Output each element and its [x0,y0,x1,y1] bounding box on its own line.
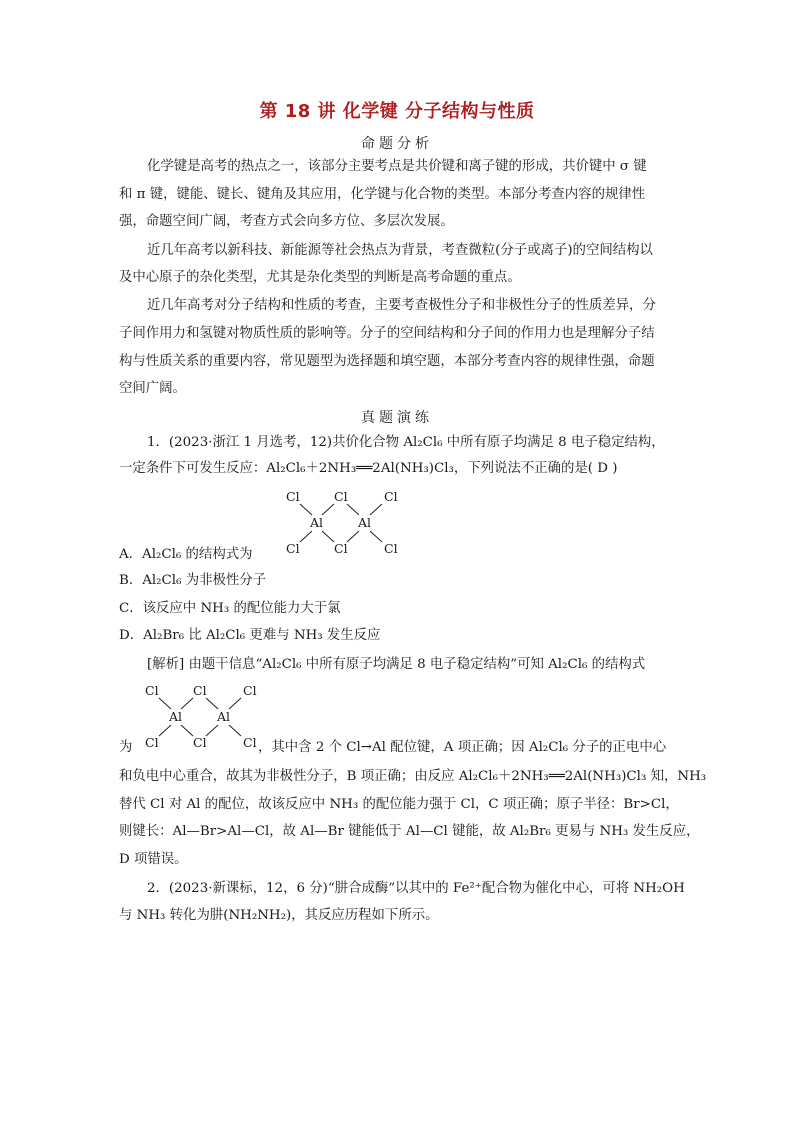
cl-atom: Cl [384,541,398,556]
page-title: 第 18 讲 化学键 分子结构与性质 [259,101,535,122]
question-1-option-b: B．Al₂Cl₆ 为非极性分子 [119,573,267,588]
cl-atom: Cl [334,489,348,504]
intro-line: 和 π 键，键能、键长、键角及其应用，化学键与化合物的类型。本部分考查内容的规律性 [119,187,646,202]
al-atom: Al [358,515,372,530]
cl-atom: Cl [145,735,159,750]
intro-line: 强，命题空间广阔，考查方式会向多方位、多层次发展。 [119,214,454,229]
section-heading-practice: 真题演练 [361,410,433,426]
analysis-line: 则键长：Al—Br>Al—Cl，故 Al—Br 键能低于 Al—Cl 键能，故 Al₂Br₆ 更易与 NH₃ 发生反应， [119,824,700,839]
question-1-option-d: D．Al₂Br₆ 比 Al₂Cl₆ 更难与 NH₃ 发生反应 [119,628,381,643]
cl-atom: Cl [384,489,398,504]
analysis-line: ，其中含 2 个 Cl→Al 配位键，A 项正确；因 Al₂Cl₆ 分子的正电中心 [258,740,667,755]
question-1-option-c: C．该反应中 NH₃ 的配位能力大于氯 [119,601,341,616]
section-heading-analysis: 命题分析 [361,136,433,152]
analysis-line: D 项错误。 [119,852,188,867]
intro-line: 构与性质关系的重要内容，常见题型为选择题和填空题，本部分考查内容的规律性强，命题 [119,354,655,369]
cl-atom: Cl [145,683,159,698]
cl-atom: Cl [286,489,300,504]
cl-atom: Cl [193,683,207,698]
intro-line: 子间作用力和氢键对物质性质的影响等。分子的空间结构和分子间的作用力也是理解分子结 [119,326,655,341]
cl-atom: Cl [243,683,257,698]
analysis-line: 和负电中心重合，故其为非极性分子，B 项正确；由反应 Al₂Cl₆＋2NH₃══2Al(NH₃)Cl₃ 知，NH₃ [119,769,707,784]
question-2-stem: 2．(2023·新课标，12，6 分)“肼合成酶”以其中的 Fe²⁺配合物为催化中心，可将 NH₂OH [147,881,685,896]
al-atom: Al [310,515,324,530]
cl-atom: Cl [286,541,300,556]
question-1-option-a: A．Al₂Cl₆ 的结构式为 [119,547,253,562]
question-1-stem: 一定条件下可发生反应：Al₂Cl₆＋2NH₃══2Al(NH₃)Cl₃，下列说法不正确的是( D ) [119,461,618,476]
intro-line: 空间广阔。 [119,381,186,396]
question-2-stem: 与 NH₃ 转化为肼(NH₂NH₂)，其反应历程如下所示。 [119,908,439,923]
al-atom: Al [169,709,183,724]
analysis-line: 替代 Cl 对 Al 的配位，故该反应中 NH₃ 的配位能力强于 Cl，C 项正确；原子半径：Br>Cl， [119,797,679,812]
intro-line: 及中心原子的杂化类型，尤其是杂化类型的判断是高考命题的重点。 [119,270,521,285]
intro-line: 近几年高考对分子结构和性质的考查，主要考查极性分子和非极性分子的性质差异，分 [147,298,656,313]
analysis-line-wei: 为 [119,740,133,755]
al-atom: Al [217,709,231,724]
question-1-stem: 1．(2023·浙江 1 月选考，12)共价化合物 Al₂Cl₆ 中所有原子均满足 8 电子稳定结构， [147,435,665,450]
cl-atom: Cl [334,541,348,556]
intro-line: 近几年高考以新科技、新能源等社会热点为背景，考查微粒(分子或离子)的空间结构以 [147,243,653,258]
cl-atom: Cl [193,735,207,750]
cl-atom: Cl [243,735,257,750]
intro-line: 化学键是高考的热点之一，该部分主要考点是共价键和离子键的形成，共价键中 σ 键 [147,159,647,174]
analysis-line: [解析] 由题干信息“Al₂Cl₆ 中所有原子均满足 8 电子稳定结构”可知 Al₂Cl₆ 的结构式 [147,657,646,672]
al2cl6-structure-diagram [282,488,442,558]
